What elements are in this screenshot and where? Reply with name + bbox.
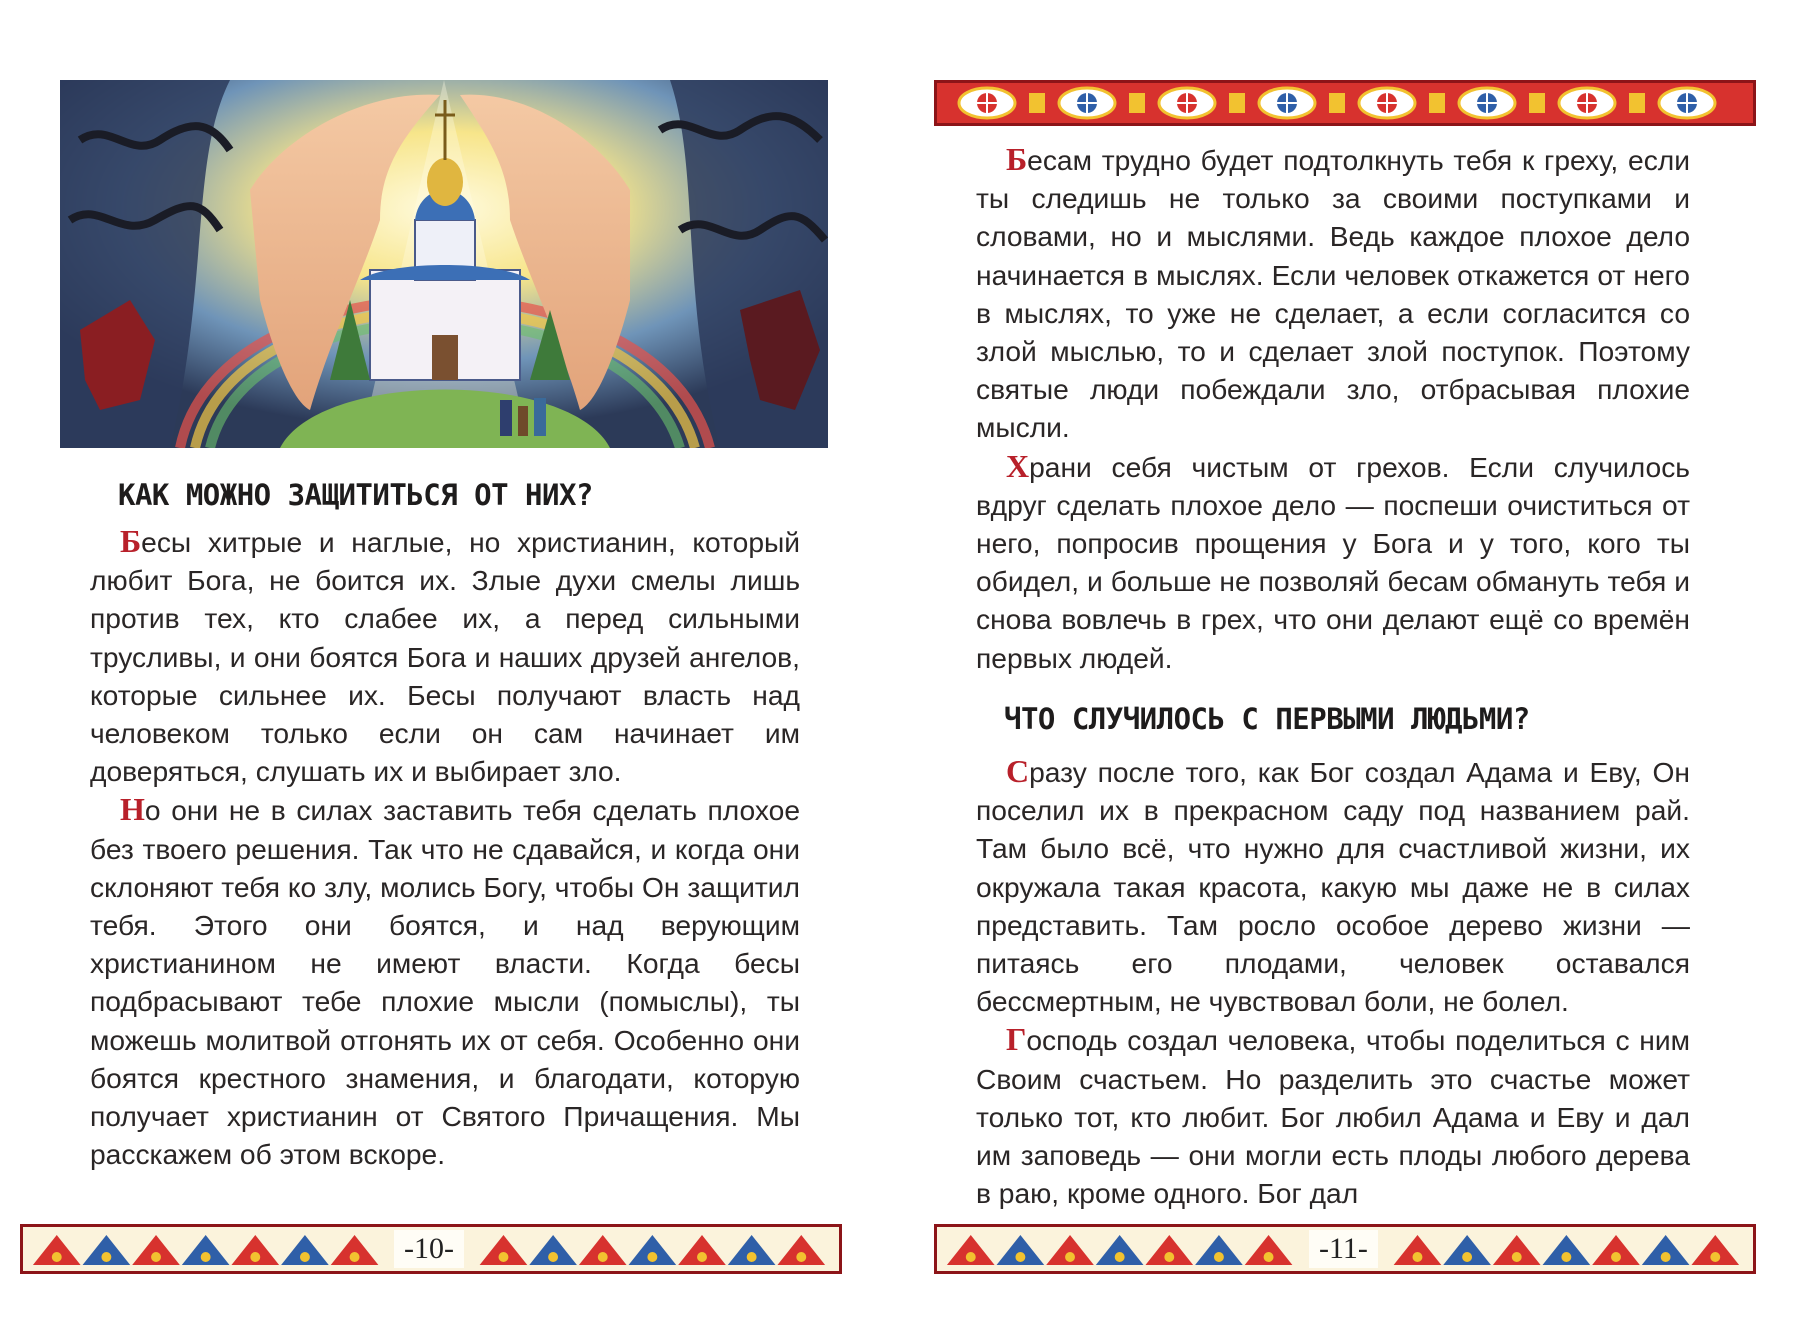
- paragraph-text: осподь создал человека, чтобы поделиться с ним Своим счастьем. Но разделить это счастье может только тот, кто любит. Бог любил Адама и Еву и дал им заповедь — они могли есть плоды любого дерева в раю, кроме одного. Бог дал: [976, 1024, 1690, 1210]
- drop-cap: Н: [120, 791, 145, 828]
- paragraph: [90, 790, 800, 1173]
- paragraph: [976, 447, 1690, 677]
- drop-cap: Х: [1006, 447, 1030, 484]
- body-text: [976, 140, 1690, 677]
- paragraph-text: есам трудно будет подтолкнуть тебя к греху, если ты следишь не только за своими поступками и словами, но и мыслями. Ведь каждое плохое дело начинается в мыслях. Если человек откажется от него в мыслях, то уже не сделает, а если согласится со злой мыслью, то и сделает злой поступок. Поэтому святые люди побеждали зло, отбрасывая плохие мысли.: [976, 144, 1690, 444]
- church-illustration: [60, 80, 828, 448]
- drop-cap: Б: [120, 523, 142, 559]
- section-heading: КАК МОЖНО ЗАЩИТИТЬСЯ ОТ НИХ?: [118, 478, 593, 512]
- paragraph-text: рани себя чистым от грехов. Если случилось вдруг сделать плохое дело — поспеши очиститься от него, попросив прощения у Бога и у того, кого ты обидел, и больше не позволяй бесам обмануть тебя и снова вовлечь в грех, что они делают ещё со времён первых людей.: [976, 450, 1690, 674]
- page-number: -11-: [1309, 1230, 1378, 1268]
- paragraph-text: есы хитрые и наглые, но христианин, который любит Бога, не боится их. Злые духи смелы лишь против тех, кто слабее их, а перед сильными трусливы, и они боятся Бога и наших друзей ангелов, которые сильнее их. Бесы получают власть над человеком только если он сам начинает им доверяться, слушать их и выбирает зло.: [90, 526, 800, 788]
- drop-cap: С: [1006, 753, 1030, 789]
- paragraph: [976, 1020, 1690, 1212]
- drop-cap: Б: [1006, 141, 1028, 177]
- drop-cap: Г: [1006, 1021, 1027, 1058]
- paragraph-text: о они не в силах заставить тебя сделать плохое без твоего решения. Так что не сдавайся, и когда они склоняют тебя ко злу, молись Богу, чтобы Он защитил тебя. Этого они боятся, и над верующим христианином не имеют власти. Когда бесы подбрасывают тебе плохие мысли (помыслы), ты можешь молитвой отгонять их от себя. Особенно они боятся крестного знамения, и благодати, которую получает христианин от Святого Причащения. Мы расскажем об этом вскоре.: [90, 794, 800, 1171]
- section-heading: ЧТО СЛУЧИЛОСЬ С ПЕРВЫМИ ЛЮДЬМИ?: [1004, 702, 1530, 736]
- body-text: [976, 752, 1690, 1212]
- top-ornament-band: [934, 80, 1756, 126]
- paragraph-text: разу после того, как Бог создал Адама и Еву, Он поселил их в прекрасном саду под названием рай. Там было всё, что нужно для счастливой жизни, их окружала такая красота, какую мы даже не в силах представить. Там росло особое дерево жизни — питаясь его плодами, человек оставался бессмертным, не чувствовал боли, не болел.: [976, 756, 1690, 1018]
- page-number: -10-: [394, 1230, 464, 1268]
- paragraph: [90, 522, 800, 790]
- body-text: [90, 522, 800, 1173]
- paragraph: [976, 752, 1690, 1020]
- paragraph: [976, 140, 1690, 447]
